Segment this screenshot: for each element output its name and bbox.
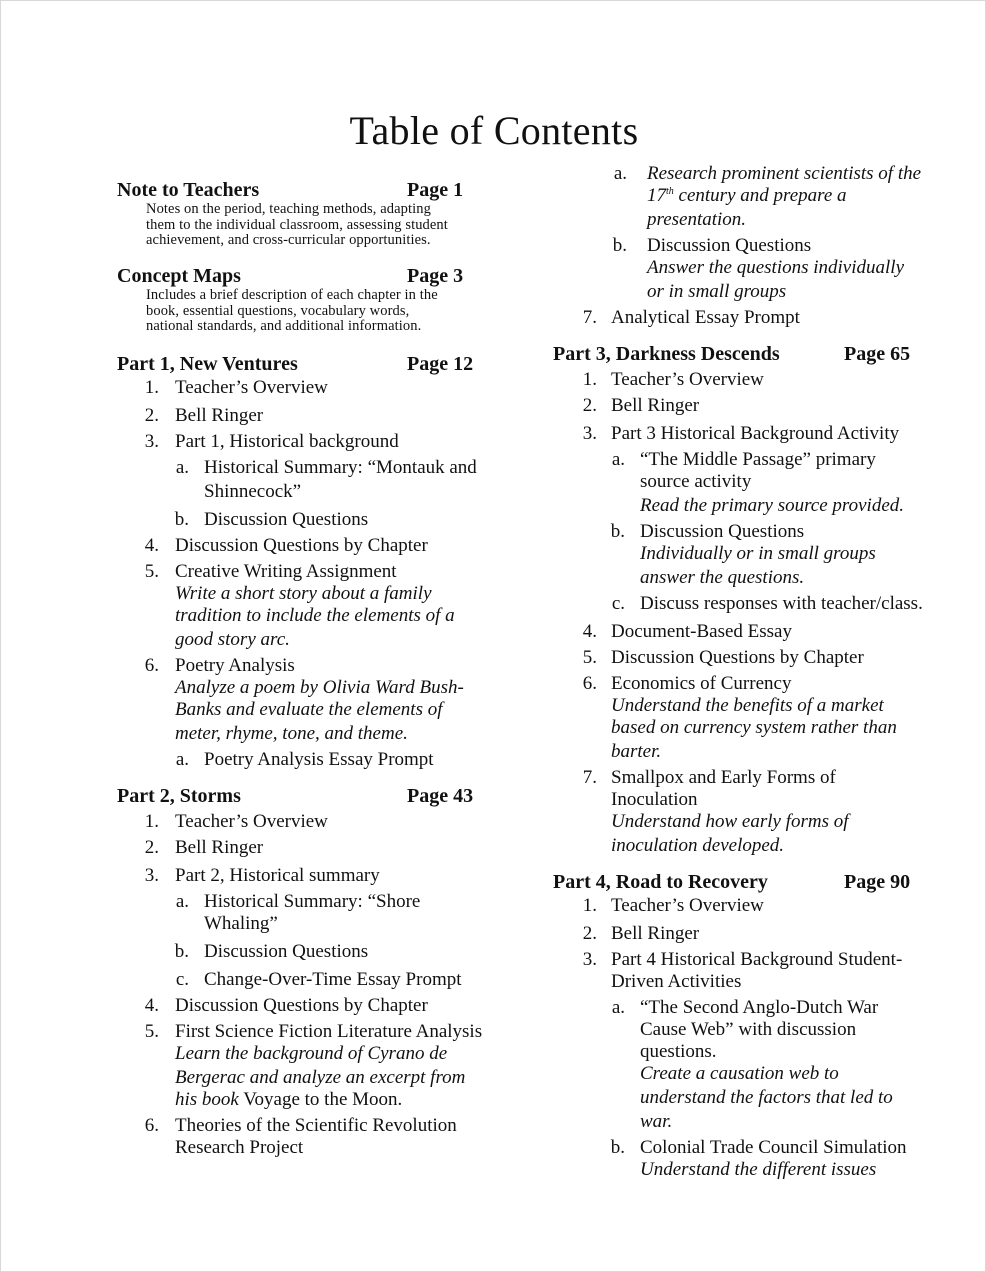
heading-text: Part 3, Darkness Descends (553, 343, 780, 365)
section-description (146, 288, 438, 335)
desc-line: book, essential questions, vocabulary words, (146, 302, 410, 319)
section-heading-note-to-teachers (117, 178, 464, 202)
page-ref: Page 90 (844, 871, 911, 893)
page-ref: Page 43 (407, 785, 474, 807)
heading-text: Part 4, Road to Recovery (553, 871, 768, 893)
section-heading-part-2 (117, 784, 474, 808)
page-ref: Page 1 (407, 179, 464, 201)
page-title: Table of Contents (349, 108, 639, 153)
page-ref: Page 65 (844, 343, 911, 365)
section-heading-concept-maps (117, 264, 464, 288)
heading-text: Concept Maps (117, 265, 241, 287)
desc-line: achievement, and cross-curricular opportunities. (146, 232, 431, 248)
page-ref: Page 12 (407, 353, 474, 375)
document-page: Table of Contents Note to Teachers Page 1 Notes on the period, teaching methods, adapting them to the individual classroom, assessing student achievement, and cross-curricular opportunities. Concept Maps Page 3 Includes a brief description of each chapter in the book, essential questions, vocabulary words, national standards, and additional information. Part 1, New Ventures Page 12 1. Teacher’s Overview 2. Bell Ringer 3. Part 1, Historical background a. Historical Summary: “Montauk and Shinnecock” b. Discussion Questions 4. Discussion Questions by Chapter 5. Creative Writing Assignment Write a short story about a family tradition to include the elements of a good story arc. 6. Poetry Analysis Analyze a poem by Olivia Ward Bush- Banks and evaluate the elements of meter, rhyme, tone, and theme. a. Poetry Analysis Essay Prompt Part 2, Storms Page 43 1. Teacher’s Overview 2. Bell Ringer 3. Part 2, Historical summary a. Historical Summary: “Shore Whaling” b. Discussion Questions c. Change-Over-Time Essay Prompt 4. Discussion Questions by Chapter 5. First Science Fiction Literature Analysis Learn the background of Cyrano de Bergerac and analyze an excerpt from his book Voyage to the Moon. 6. Theories of the Scientific Revolution Research Project a. Research prominent scientists of the 17th century and prepare a presentation. b. Discussion Questions Answer the questions individually or in small groups 7. Analytical Essay Prompt Part 3, Darkness Descends Page 65 1. Teacher’s Overview 2. Bell Ringer 3. Part 3 Historical Background Activity a. “The Middle Passage” primary source activity Read the primary source provided. b. Discussion Questions Individually or in small groups answer the questions. c. Discuss responses with teacher/class. 4. Document-Based Essay 5. Discussion Questions by Chapter 6. Economics of Currency Understand the benefits of a market based on currency system rather than barter. 7. Smallpox and Early Forms of Inoculation Understand how early forms of inoculation developed. Part 4, Road to Recovery Page 90 1. Teacher’s Overview 2. Bell Ringer 3. Part 4 Historical Background Student- Driven Activities a. “The Second Anglo-Dutch War Cause Web” with discussion questions. Create a causation web to understand the factors that led to war. b. Colonial Trade Council Simulation Understand the different issues (0, 0, 986, 1272)
section-heading-part-3 (553, 342, 911, 366)
section-heading-part-1 (117, 352, 474, 376)
toc-item-line: his book Voyage to the Moon. (175, 1089, 403, 1110)
section-heading-part-4 (553, 870, 911, 894)
section-description (146, 202, 448, 249)
desc-line: Includes a brief description of each chapter in the (146, 287, 438, 303)
desc-line: national standards, and additional information. (146, 318, 422, 334)
heading-text: Part 1, New Ventures (117, 353, 298, 375)
page-ref: Page 3 (407, 265, 464, 287)
heading-text: Part 2, Storms (117, 785, 241, 807)
toc-item-line: 17th century and prepare a (647, 185, 847, 206)
desc-line: them to the individual classroom, assessing student (146, 216, 448, 233)
desc-line: Notes on the period, teaching methods, adapting (146, 201, 431, 217)
heading-text: Note to Teachers (117, 179, 260, 201)
